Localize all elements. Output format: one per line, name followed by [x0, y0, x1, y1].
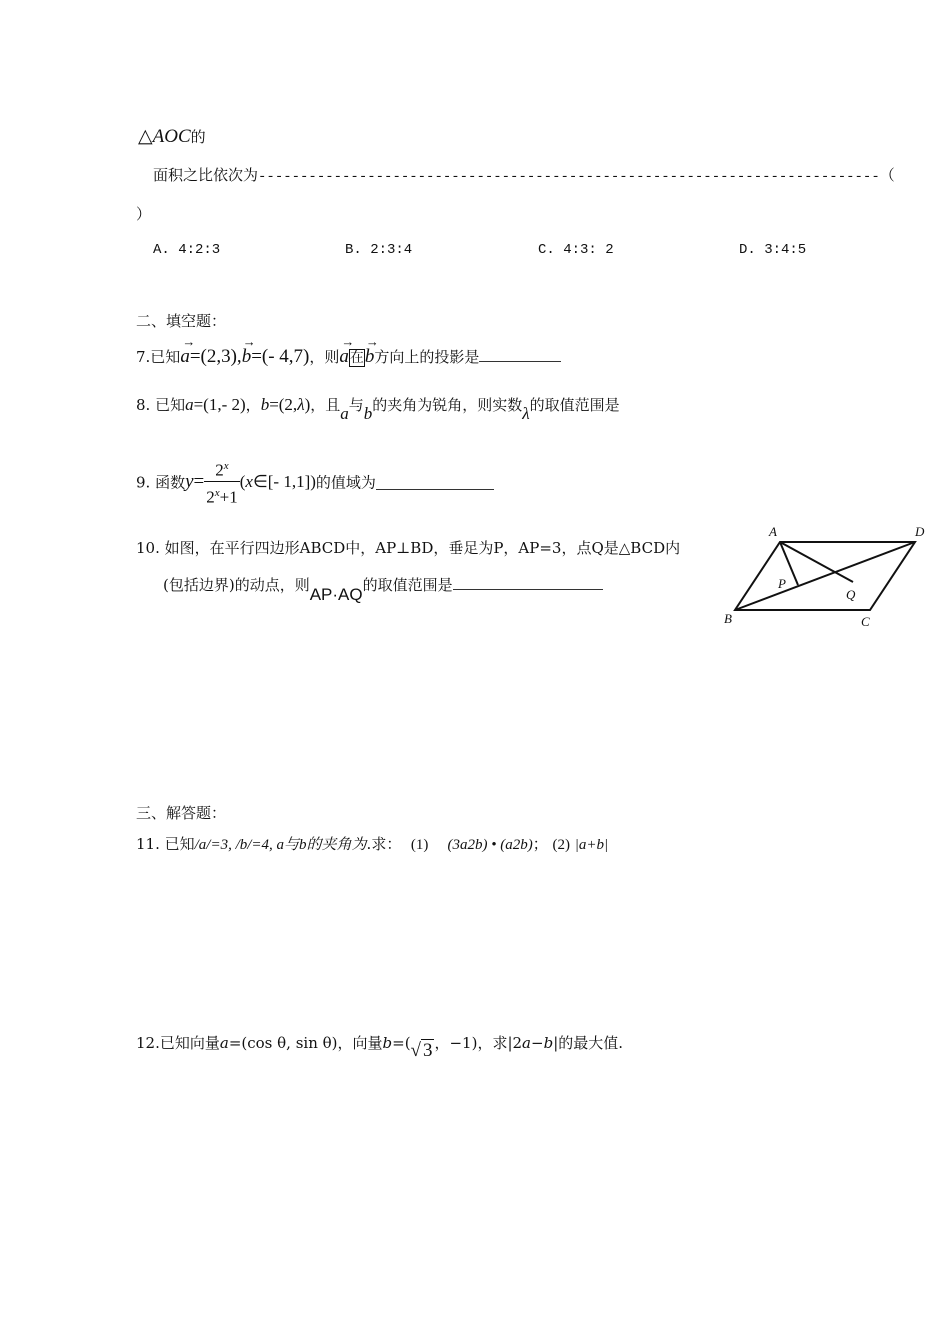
q11-expr2: |a+b|: [574, 837, 609, 853]
q12: [136, 1032, 624, 1061]
q10-expr: AP·AQ: [309, 585, 363, 604]
q8-suffix: 的取值范围是: [529, 396, 620, 414]
q8: [136, 394, 620, 423]
q7-vec-b: → b: [241, 334, 256, 367]
q7-zai: 在: [349, 350, 364, 366]
label-b: B: [724, 611, 732, 626]
q9-x: x: [245, 472, 253, 492]
q12-b3: b: [543, 1034, 554, 1052]
segment-aq: [780, 542, 853, 582]
figure-lines: [735, 542, 915, 610]
q12-b: b: [382, 1034, 393, 1052]
q11-cond: /a/=3, /b/=4, a与b的夹角为: [194, 837, 367, 853]
q6-option-a: A. 4:2:3: [153, 242, 221, 258]
q9-eq: =: [193, 471, 205, 493]
q10-answer-blank[interactable]: [453, 589, 603, 590]
q12-sqrt3: √ 3: [410, 1040, 433, 1061]
aoc-label: AOC: [152, 126, 191, 147]
q12-a-value: =(cos θ, sin θ)，向量: [228, 1034, 383, 1052]
q9-suffix: 的值域为: [315, 473, 376, 492]
section2-title: 二、填空题：: [136, 312, 227, 330]
triangle-symbol: △: [138, 126, 153, 147]
section3-title: 三、解答题：: [136, 804, 227, 822]
label-d: D: [915, 524, 925, 539]
diagonal-bd: [735, 542, 915, 610]
q11-qiu: .求：: [366, 835, 402, 853]
q9-prefix: 9. 函数: [136, 473, 186, 492]
q8-lambda: λ: [297, 395, 305, 414]
q12-suffix: |的最大值.: [553, 1034, 624, 1052]
q10-line2: [163, 574, 603, 604]
q8-b2: b: [363, 404, 373, 423]
q12-b-rest: ，−1)，求|2: [434, 1034, 523, 1052]
q11: [136, 833, 608, 854]
parallelogram-figure: [720, 522, 930, 630]
q6-option-b: B. 2:3:4: [345, 242, 413, 258]
q9-domain: ∈[- 1,1]): [252, 472, 316, 492]
q7-answer-blank[interactable]: [479, 361, 561, 362]
q7: [136, 334, 561, 368]
q8-text: 的夹角为锐角，则实数: [372, 396, 523, 414]
q6-paren-close: ）: [136, 205, 152, 223]
q7-vec-a2: → a: [339, 334, 355, 367]
q12-minus: −: [531, 1034, 544, 1052]
q12-prefix: 12.已知向量: [136, 1034, 220, 1052]
q11-expr1: (3a2b) • (a2b): [447, 837, 533, 853]
label-p: P: [778, 576, 786, 591]
q8-lambda2: λ: [522, 404, 530, 423]
q7-prefix: 7.已知: [136, 348, 181, 366]
q7-a-value: =(2,3),: [189, 346, 242, 367]
q9-fraction: $\frac{2^x}{2^x+1}$: [204, 456, 239, 508]
label-q: Q: [846, 587, 856, 602]
q8-b-close: ): [304, 395, 311, 414]
q6-tail: [138, 125, 206, 148]
q7-mid: ，则: [309, 348, 340, 366]
q11-semi: ；: [532, 835, 548, 853]
q8-b-value: =(2,: [269, 395, 298, 414]
q7-b-value: =(- 4,7): [251, 346, 310, 367]
q8-prefix: 8. 已知: [136, 396, 186, 414]
q9-answer-blank[interactable]: [376, 489, 494, 490]
q10-line2-pre: (包括边界)的动点，则: [163, 576, 310, 594]
q8-b: b: [260, 395, 270, 414]
q8-a2: a: [340, 404, 349, 423]
q9-y: y: [185, 471, 194, 493]
q8-a-value: =(1,- 2): [193, 395, 246, 414]
q10-line2-post: 的取值范围是: [362, 576, 453, 594]
q11-prefix: 11. 已知: [136, 835, 195, 853]
q8-qie: ，且: [310, 396, 341, 414]
q12-b-open: =(: [392, 1034, 411, 1052]
label-c: C: [861, 614, 870, 629]
q12-a3: a: [522, 1034, 531, 1052]
q8-comma: ，: [245, 396, 261, 414]
q9-domain-open: (: [239, 472, 246, 492]
label-a: A: [769, 524, 777, 539]
q10-line1: 10. 如图，在平行四边形ABCD中，AP⊥BD，垂足为P，AP=3，点Q是△BCD内: [136, 539, 681, 557]
q11-part2: (2): [552, 837, 570, 853]
q7-vec-a: → a: [180, 334, 196, 367]
q8-yu: 与: [348, 396, 364, 414]
q8-a: a: [185, 395, 194, 414]
q6-paren-open: （: [879, 166, 895, 184]
q11-part1: (1): [410, 837, 429, 853]
q12-a: a: [219, 1034, 229, 1052]
q6-option-d: D. 3:4:5: [739, 242, 807, 258]
q7-vec-b2: → b: [364, 334, 379, 367]
q9: [136, 456, 494, 508]
q6-line2: 面积之比依次为: [153, 166, 259, 184]
q6-option-c: C. 4:3: 2: [538, 242, 614, 258]
q6-area-ratio-line: [153, 164, 895, 185]
q6-dashes: --------------------------------------------------------------------------: [258, 169, 880, 185]
de-text: 的: [190, 128, 206, 146]
q7-suffix: 方向上的投影是: [374, 348, 480, 366]
